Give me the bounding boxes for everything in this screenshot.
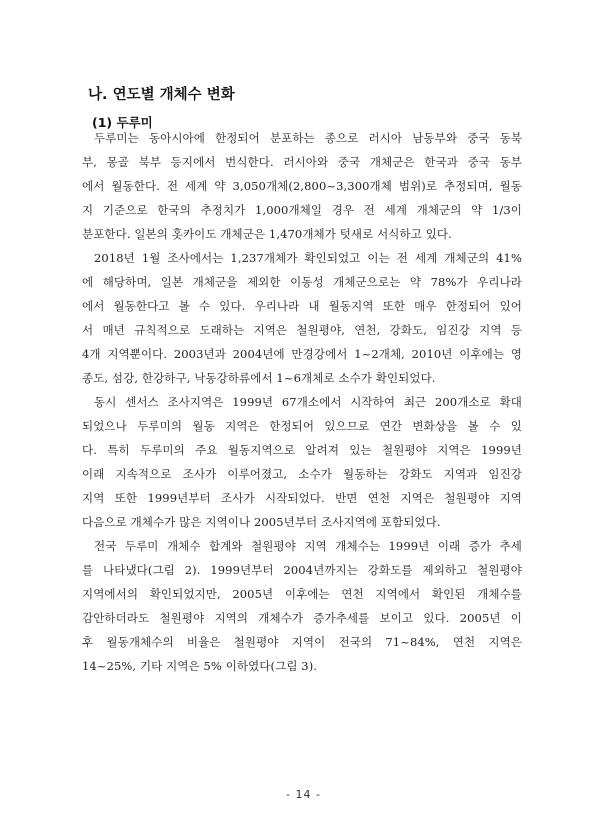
text-line: 지역 또한 1999년부터 조사가 시작되었다. 반면 연천 지역은 철원평야 지역 [82,491,522,505]
body-text [82,126,522,678]
text-line: 에 해당하며, 일본 개체군을 제외한 이동성 개체군으로는 약 78%가 우리나라 [82,275,522,289]
section-heading: 나. 연도별 개체수 변화 [88,87,235,103]
text-line: 지 기준으로 한국의 추정치가 1,000개체일 경우 전 세계 개체군의 약 1/3이 [82,203,522,217]
text-line: 지역에서의 확인되었지만, 2005년 이후에는 연천 지역에서 확인된 개체수를 [82,587,522,601]
text-line: 되었으나 두루미의 월동 지역은 한정되어 있으므로 연간 변화상을 볼 수 있 [82,419,522,433]
text-line: 2018년 1월 조사에서는 1,237개체가 확인되었고 이는 전 세계 개체군의 41% [94,251,522,265]
text-line: 에서 월동한다고 볼 수 있다. 우리나라 내 월동지역 또한 매우 한정되어 있어 [82,299,522,313]
text-line: 다. 특히 두루미의 주요 월동지역으로 알려져 있는 철원평야 지역은 1999년 [82,443,522,457]
paragraph-1 [82,126,522,246]
text-line: 두루미는 동아시아에 한정되어 분포하는 종으로 러시아 남동부와 중국 동북 [94,131,522,145]
paragraph-4 [82,534,522,678]
text-line: 서 매년 규칙적으로 도래하는 지역은 철원평야, 연천, 강화도, 임진강 지역 등 [82,323,522,337]
page-number: - 14 - [286,788,321,801]
text-line: 동시 센서스 조사지역은 1999년 67개소에서 시작하여 최근 200개소로 확대 [94,395,522,409]
text-line: 4개 지역뿐이다. 2003년과 2004년에 만경강에서 1~2개체, 2010년 이후에는 영 [82,347,522,361]
text-line: 에서 월동한다. 전 세계 약 3,050개체(2,800~3,300개체 범위)로 추정되며, 월동 [82,179,522,193]
text-line: 부, 몽골 북부 등지에서 번식한다. 러시아와 중국 개체군은 한국과 중국 동부 [82,155,522,169]
paragraph-2 [82,246,522,390]
sub-heading: (1) 두루미 [92,115,153,130]
text-line: 14~25%, 기타 지역은 5% 이하였다(그림 3). [82,659,318,673]
text-line: 후 월동개체수의 비율은 철원평야 지역이 전국의 71~84%, 연천 지역은 [82,635,522,649]
paragraph-3 [82,390,522,534]
text-line: 를 나타냈다(그림 2). 1999년부터 2004년까지는 강화도를 제외하고 철원평야 [82,563,522,577]
text-line: 감안하더라도 철원평야 지역의 개체수가 증가추세를 보이고 있다. 2005년 이 [82,611,522,625]
text-line: 분포한다. 일본의 홋카이도 개체군은 1,470개체가 텃새로 서식하고 있다. [82,227,452,241]
text-line: 다음으로 개체수가 많은 지역이나 2005년부터 조사지역에 포함되었다. [82,515,441,529]
text-line: 이래 지속적으로 조사가 이루어졌고, 소수가 월동하는 강화도 지역과 임진강 [82,467,522,481]
text-line: 전국 두루미 개체수 합계와 철원평야 지역 개체수는 1999년 이래 증가 추세 [94,539,522,553]
text-line: 종도, 섬강, 한강하구, 낙동강하류에서 1~6개체로 소수가 확인되었다. [82,371,436,385]
